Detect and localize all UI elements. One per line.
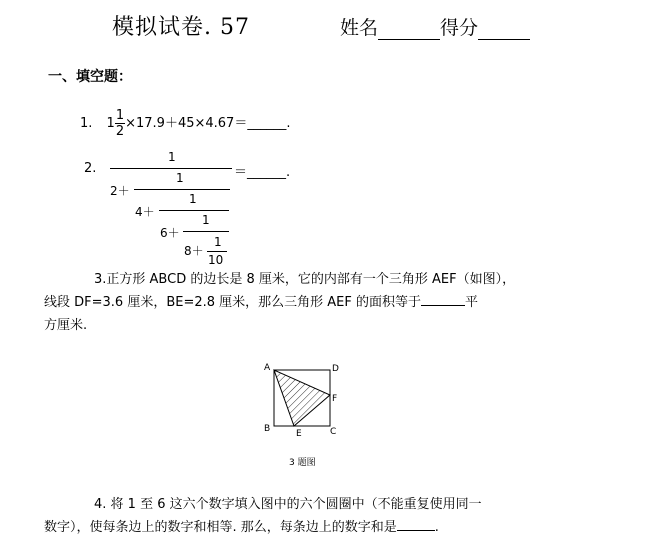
q2-bar-2 <box>134 189 230 190</box>
q1-expression: ×17.9＋45×4.67＝ <box>125 116 248 131</box>
q2-num-2: 1 <box>176 171 184 185</box>
q4-answer-blank[interactable] <box>397 517 435 531</box>
q2-bar-6 <box>183 231 229 232</box>
label-c: C <box>330 427 337 437</box>
score-label: 得分 <box>440 17 479 39</box>
q2-equals-line <box>234 161 290 180</box>
q1-answer-blank[interactable]: ______. <box>247 116 291 131</box>
q3-line-3: 方厘米. <box>44 318 88 333</box>
q2-equals: ＝ <box>234 165 248 180</box>
q2-num-8: 1 <box>214 235 222 249</box>
label-a: A <box>264 363 271 373</box>
figure-caption: 3 题图 <box>289 458 316 468</box>
name-blank[interactable] <box>378 21 440 40</box>
score-blank[interactable] <box>478 21 530 40</box>
q1-frac-den: 2 <box>115 124 125 139</box>
q3-answer-blank[interactable] <box>421 292 465 306</box>
q2-answer-blank[interactable]: ______. <box>247 165 291 180</box>
q1-mixed-whole: 1 <box>106 116 115 131</box>
q2-main-bar <box>110 168 232 169</box>
section-title: 一、填空题： <box>48 69 132 85</box>
name-label: 姓名 <box>340 17 379 39</box>
q2-bar-4 <box>159 210 229 211</box>
q4-line-2-text: 数字），使每条边上的数字和相等. 那么，每条边上的数字和是 <box>44 520 397 535</box>
q2-num-4: 1 <box>189 192 197 206</box>
q1-number: 1. <box>80 116 93 131</box>
q3-line-2-end: 平 <box>465 295 479 310</box>
q2-bar-8 <box>207 251 227 252</box>
page-title: 模拟试卷. 57 <box>112 15 250 40</box>
q3-line-1: 3.正方形 ABCD 的边长是 8 厘米，它的内部有一个三角形 AEF（如图）， <box>94 272 516 287</box>
q2-term-4: 4＋ <box>135 205 155 219</box>
q4-line-2-end: . <box>434 520 439 535</box>
q2-den-10: 10 <box>208 253 224 267</box>
q2-term-8: 8＋ <box>184 244 204 258</box>
q4-line-1: 4. 将 1 至 6 这六个数字填入图中的六个圆圈中（不能重复使用同一 <box>94 497 482 512</box>
label-b: B <box>264 424 271 434</box>
q3-line-2 <box>44 291 478 315</box>
q1-frac-num: 1 <box>115 108 125 123</box>
q2-term-2: 2＋ <box>110 184 130 198</box>
q1-fraction <box>115 108 125 139</box>
triangle-aef <box>274 370 330 426</box>
q2-term-6: 6＋ <box>160 226 180 240</box>
q2-num-6: 1 <box>202 213 210 227</box>
question-1 <box>80 108 290 139</box>
q3-line-2-text: 线段 DF=3.6 厘米，BE=2.8 厘米，那么三角形 AEF 的面积等于 <box>44 295 422 310</box>
label-f: F <box>332 394 338 404</box>
label-d: D <box>332 364 339 374</box>
q2-top-num: 1 <box>168 150 176 164</box>
q2-number: 2. <box>84 161 97 176</box>
name-score-line <box>340 13 530 40</box>
q4-line-2 <box>44 516 439 540</box>
label-e: E <box>296 429 302 439</box>
